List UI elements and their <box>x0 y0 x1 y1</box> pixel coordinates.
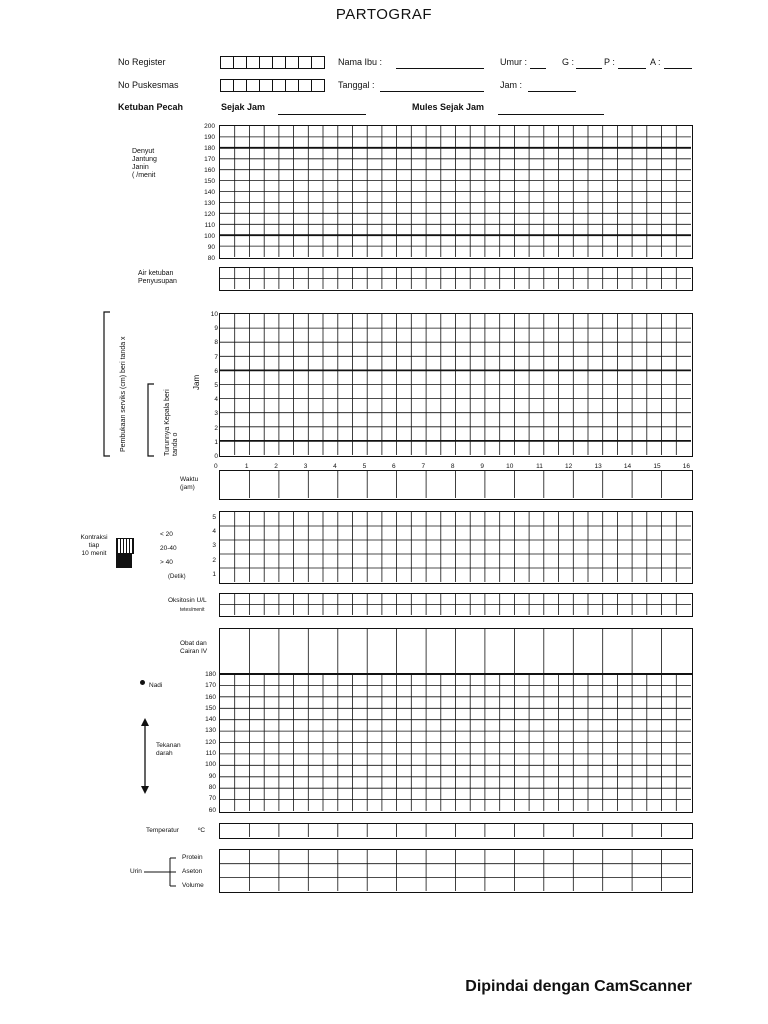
oksitosin-grid[interactable] <box>219 593 693 617</box>
obat-grid[interactable] <box>219 628 693 675</box>
djj-grid[interactable] <box>219 125 693 259</box>
temperatur-label: Temperatur <box>146 827 179 834</box>
temperatur-unit: ºC <box>198 827 206 834</box>
legend-lt20: < 20 <box>160 531 173 538</box>
kontraksi-ticks: 5 4 3 2 1 <box>212 514 216 578</box>
no-register-label: No Register <box>118 57 166 67</box>
umur-label: Umur : <box>500 57 527 67</box>
legend-detik: (Detik) <box>168 574 186 580</box>
kontraksi-grid[interactable] <box>219 511 693 584</box>
urin-volume: Volume <box>182 882 204 889</box>
sejak-jam-label: Sejak Jam <box>221 102 266 112</box>
legend-dots-swatch <box>116 538 134 554</box>
tanggal-field[interactable] <box>380 81 484 92</box>
legend-gt40: > 40 <box>160 559 173 566</box>
no-register-boxes[interactable] <box>220 56 325 69</box>
jam-field[interactable] <box>528 81 576 92</box>
jam-label: Jam : <box>500 80 523 90</box>
djj-grid-lines <box>220 126 691 257</box>
nama-ibu-field[interactable] <box>396 58 484 69</box>
hour-zero: 0 <box>214 463 218 470</box>
tekanan-label: Tekanan darah <box>156 742 181 757</box>
air-ketuban-grid[interactable] <box>219 267 693 291</box>
urin-protein: Protein <box>182 854 203 861</box>
jam-vertical-label: Jam <box>192 374 201 390</box>
temperatur-grid[interactable] <box>219 823 693 839</box>
urin-aseton: Aseton <box>182 868 203 875</box>
urin-bracket-icon <box>144 856 178 888</box>
waktu-grid[interactable] <box>219 470 693 500</box>
cervix-ticks: 10 9 8 7 6 5 4 3 2 1 0 <box>210 311 218 460</box>
g-field[interactable] <box>576 58 602 69</box>
ketuban-pecah-label: Ketuban Pecah <box>118 102 184 112</box>
oksitosin-sub: tetes/menit <box>180 607 205 613</box>
no-puskesmas-boxes[interactable] <box>220 79 325 92</box>
nadi-dot-icon <box>140 680 145 685</box>
nadi-label: Nadi <box>149 682 163 689</box>
mules-sejak-jam-label: Mules Sejak Jam <box>412 102 485 112</box>
hour-labels: 1 2 3 4 5 6 7 8 9 10 11 12 13 14 15 16 <box>244 463 690 470</box>
turunnya-label: Turunnya Kepala beri tanda o <box>164 389 179 456</box>
cervix-grid[interactable] <box>219 313 693 457</box>
vitals-ticks: 180 170 160 150 140 130 120 110 100 90 80 70 60 <box>205 671 216 814</box>
kontraksi-label: Kontraksi tiap 10 menit <box>80 534 108 557</box>
mules-sejak-jam-field[interactable] <box>498 104 604 115</box>
vitals-grid[interactable] <box>219 673 693 813</box>
g-label: G : <box>562 57 575 67</box>
legend-solid-swatch <box>116 554 132 568</box>
pembukaan-label: Pembukaan serviks (cm) beri tanda x <box>120 336 127 452</box>
air-ketuban-label: Air ketuban Penyusupan <box>138 270 177 285</box>
p-label: P : <box>604 57 615 67</box>
page-title: PARTOGRAF <box>335 6 433 23</box>
urin-grid[interactable] <box>219 849 693 893</box>
nama-ibu-label: Nama Ibu : <box>338 57 383 67</box>
no-puskesmas-label: No Puskesmas <box>118 80 179 90</box>
sejak-jam-field[interactable] <box>278 104 366 115</box>
tanggal-label: Tanggal : <box>338 80 375 90</box>
a-field[interactable] <box>664 58 692 69</box>
waktu-label: Waktu (jam) <box>180 476 199 491</box>
tekanan-arrow-icon <box>140 718 150 794</box>
obat-label: Obat dan Cairan IV <box>180 640 208 655</box>
camscanner-footer: Dipindai dengan CamScanner <box>465 978 692 995</box>
djj-label: Denyut Jantung Janin ( /menit <box>132 148 157 179</box>
legend-20-40: 20-40 <box>160 545 177 552</box>
urin-label: Urin <box>130 868 142 875</box>
a-label: A : <box>650 57 661 67</box>
oksitosin-label: Oksitosin U/L <box>168 597 207 604</box>
umur-field[interactable] <box>530 58 546 69</box>
djj-ticks: 200 190 180 170 160 150 140 130 120 110 100 90 80 <box>204 123 215 262</box>
p-field[interactable] <box>618 58 646 69</box>
